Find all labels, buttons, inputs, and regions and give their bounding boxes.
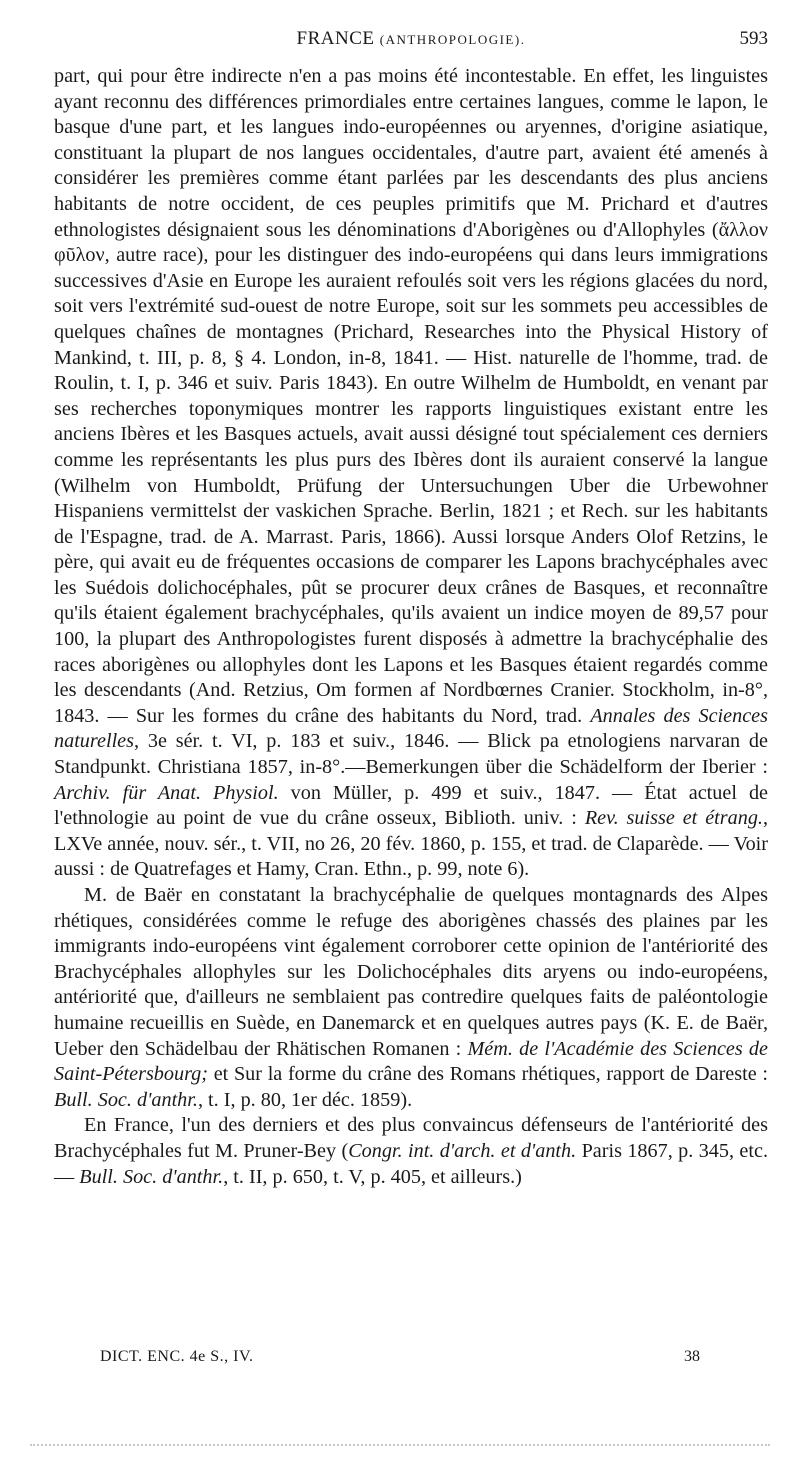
paragraph-3-text-2: Paris 1867, p. 345, etc. — — [54, 1139, 768, 1188]
signature-line: DICT. ENC. 4e S., IV. — [100, 1348, 254, 1365]
paragraph-2-text-2: et Sur la forme du crâne des Romans rhétiques, rapport de Dareste : — [208, 1063, 768, 1086]
paragraph-2-text-3: , t. I, p. 80, 1er déc. 1859). — [197, 1088, 413, 1111]
paragraph-1 — [54, 64, 768, 883]
paragraph-3-text-3: , t. II, p. 650, t. V, p. 405, et ailleurs.) — [223, 1165, 522, 1188]
running-head-subtitle: (ANTHROPOLOGIE). — [379, 32, 526, 47]
signature-mark: 38 — [684, 1348, 700, 1365]
paragraph-3-text: En France, l'un des derniers et des plus convaincus défenseurs de l'antériorité des Brachycéphales fut M. Pruner-Bey ( — [54, 1114, 768, 1162]
paragraph-1-text: part, qui pour être indirecte n'en a pas moins été incontestable. En effet, les linguistes ayant reconnu des différences primordiales entre certaines langues, comme le lapon, le basque d'une part, et les langues indo-européennes ou aryennes, d'origine asiatique, constituant la plupart de nos langues occidentales, d'autre part, avaient été amenés à considérer les premières comme étant parlées par les descendants des plus anciens habitants de notre occident, de ces peuples primitifs que M. Prichard et d'autres ethnologistes désignaient sous les dénominations d'Aborigènes ou d'Allophyles (ἄλλον φῦλον, autre race), pour les distinguer des indo-européens qui dans leurs immigrations successives d'Asie en Europe les auraient refoulés soit vers les régions glacées du nord, soit vers l'extrémité sud-ouest de notre Europe, soit sur les sommets peu accessibles de quelques chaînes de montagnes (Prichard, Researches into the Physical History of Mankind, t. III, p. 8, § 4. London, in-8, 1841. — Hist. naturelle de l'homme, trad. de Roulin, t. I, p. 346 et suiv. Paris 1843). En outre Wilhelm de Humboldt, en venant par ses recherches toponymiques montrer les rapports linguistiques existant entre les anciens Ibères et les Basques actuels, avait aussi désigné tout spécialement ces derniers comme les représentants les plus purs des Ibères dont ils auraient conservé la langue (Wilhelm von Humboldt, Prüfung der Untersuchungen Uber die Urbewohner Hispaniens vermittelst der vaskichen Sprache. Berlin, 1821 ; et Rech. sur les habitants de l'Espagne, trad. de A. Marrast. Paris, 1866). Aussi lorsque Anders Olof Retzins, le père, qui avait eu de fréquentes occasions de comparer les Lapons brachycéphales avec les Suédois dolichocéphales, pût se procurer deux crânes de Basques, et reconnaître qu'ils étaient également brachycéphales, qu'ils avaient un indice moyen de 89,57 pour 100, la plupart des Anthropologistes furent disposés à admettre la brachycéphalie des races aborigènes ou allophyles dont les Lapons et les Basques étaient regardés comme les descendants (And. Retzius, Om formen af Nordbœrnes Cranier. Stockholm, in-8°, 1843. — Sur les formes du crâne des habitants du Nord, trad. — [54, 65, 768, 727]
paragraph-2-italic-2: Bull. Soc. d'anthr. — [54, 1088, 198, 1111]
paragraph-1-italic-3: Rev. suisse et étrang. — [584, 807, 763, 830]
paragraph-2-text: M. de Baër en constatant la brachycéphalie de quelques montagnards des Alpes rhétiques, considérées comme le refuge des aborigènes chassés des plaines par les immigrants indo-européens vint également corroborer cette opinion de l'antériorité des Brachycéphales allophyles sur les Dolichocéphales dits aryens ou indo-européens, antériorité que, d'ailleurs ne semblaient pas contredire quelques faits de paléontologie humaine recueillis en Suède, en Danemarck et en quelques autres pays (K. E. de Baër, Ueber den Schädelbau der Rhätischen Romanen : — [54, 884, 768, 1060]
page-footer — [100, 1348, 700, 1372]
running-head — [54, 28, 768, 50]
page-header — [54, 28, 768, 58]
paragraph-3-italic-1: Congr. int. d'arch. et d'anth. — [348, 1139, 577, 1162]
running-head-title: FRANCE — [296, 28, 375, 49]
paragraph-3 — [54, 1113, 768, 1190]
paragraph-1-italic-1: Annales des Sciences naturelles — [54, 704, 768, 753]
paragraph-2-italic-1: Mém. de l'Académie des Sciences de Saint-Pétersbourg; — [54, 1037, 768, 1086]
body-text — [54, 64, 768, 1190]
paragraph-2 — [54, 883, 768, 1113]
paragraph-1-text-3: von Müller, p. 499 et suiv., 1847. — État actuel de l'ethnologie au point de vue du crâne osseux, Biblioth. univ. : — [54, 781, 769, 830]
page-number: 593 — [739, 28, 768, 49]
paragraph-1-text-2: , 3e sér. t. VI, p. 183 et suiv., 1846. — Blick pa etnologiens narvaran de Standpunkt. Christiana 1857, in-8°.—Bemerkungen über die Schädelform der Iberier : — [54, 730, 768, 779]
paragraph-3-italic-2: Bull. Soc. d'anthr. — [79, 1165, 224, 1188]
paragraph-1-text-4: , LXVe année, nouv. sér., t. VII, no 26, 20 fév. 1860, p. 155, et trad. de Claparède. — Voir aussi : de Quatrefages et Hamy, Cran. Ethn., p. 99, note 6). — [54, 807, 769, 881]
paragraph-1-italic-2: Archiv. für Anat. Physiol. — [54, 781, 279, 804]
scan-bottom-dots — [30, 1438, 770, 1446]
